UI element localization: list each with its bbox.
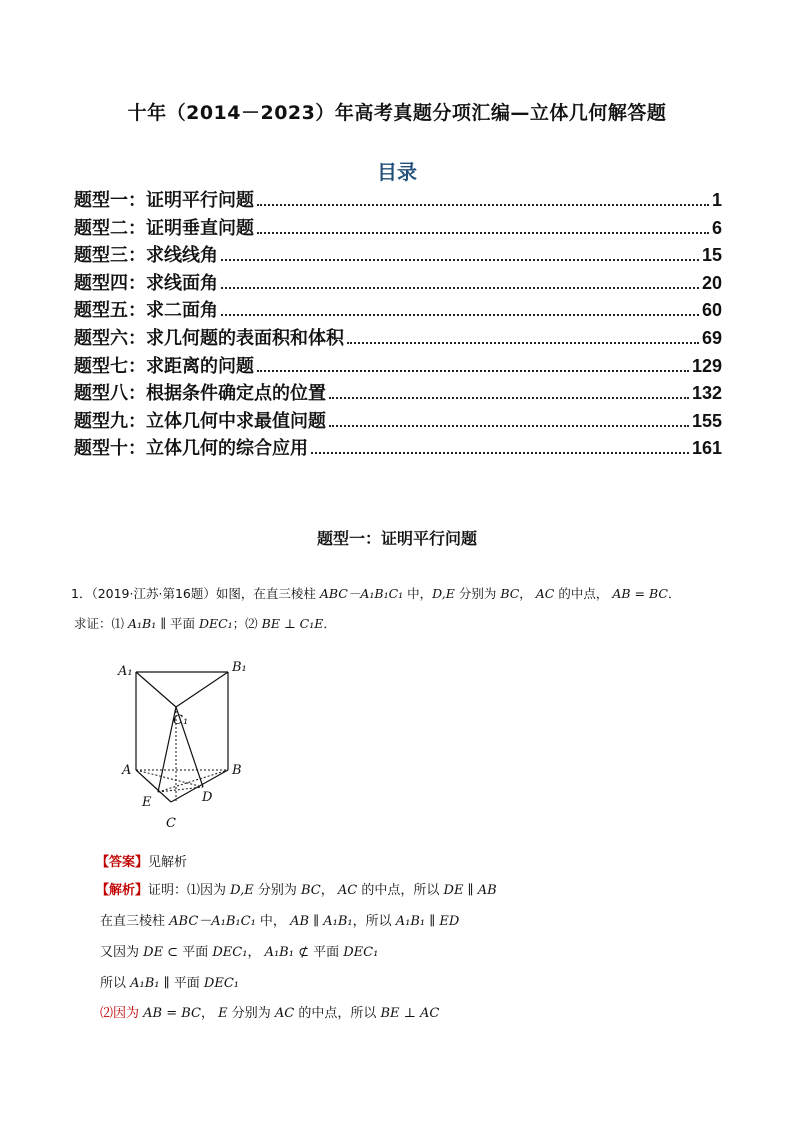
math: AB ∥ A₁B₁ [290, 914, 353, 929]
toc-entry-page: 132 [691, 383, 722, 404]
analysis-text: ， [320, 883, 338, 898]
toc-entry[interactable] [74, 269, 722, 297]
math: BE ⊥ AC [380, 1006, 440, 1021]
math: A₁B₁ ⊄ [264, 945, 314, 960]
analysis-text: 在直三棱柱 [100, 914, 170, 929]
math: DEC₁ [208, 945, 248, 960]
math-prove2: BE ⊥ C₁E [261, 616, 324, 631]
math: AC [337, 883, 358, 898]
math-ab-eq-bc: AB = BC [612, 586, 668, 601]
analysis-text: 证明：⑴因为 [148, 883, 231, 898]
toc-entry[interactable] [74, 352, 722, 380]
label-b: B [232, 763, 242, 778]
math: DE ⊂ [143, 945, 183, 960]
analysis-text: 又因为 [100, 945, 144, 960]
math: E [218, 1006, 228, 1021]
edge-b1c1 [176, 672, 228, 707]
table-of-contents [74, 186, 722, 462]
analysis-text: ， [247, 945, 265, 960]
label-a1: A₁ [118, 664, 133, 679]
toc-entry[interactable] [74, 324, 722, 352]
toc-dot-leader [311, 451, 689, 454]
math: AC [274, 1006, 295, 1021]
toc-dot-leader [257, 203, 709, 206]
toc-entry-page: 60 [701, 300, 722, 321]
toc-entry-page: 1 [711, 190, 722, 210]
analysis-line-5 [100, 1002, 439, 1021]
section-title: 题型一：证明平行问题 [316, 529, 477, 548]
math: BC [301, 883, 321, 898]
toc-entry[interactable] [74, 407, 722, 435]
analysis-line-2 [100, 910, 459, 929]
question-text: 如图，在直三棱柱 [215, 586, 320, 601]
plane-word: 平面 [169, 616, 195, 631]
toc-dot-leader [257, 369, 689, 372]
label-b1: B₁ [232, 660, 247, 675]
question-line-2 [74, 614, 336, 632]
toc-entry-page: 129 [691, 355, 722, 376]
analysis-text: ，所以 [352, 914, 396, 929]
toc-entry-label: 题型四：求线面角 [74, 272, 218, 294]
question-text: 的中点， [554, 586, 613, 601]
label-a: A [122, 763, 132, 778]
question-text: 分别为 [454, 586, 501, 601]
question-source: （2019·江苏·第16题） [91, 586, 216, 601]
question-number: 1． [71, 586, 92, 601]
toc-entry-label: 题型十：立体几何的综合应用 [74, 438, 308, 460]
question-text: 中， [403, 586, 433, 601]
math: A₁B₁ ∥ ED [395, 914, 460, 929]
analysis-text: 的中点，所以 [357, 883, 444, 898]
prism-diagram [110, 655, 260, 835]
analysis-line-4 [100, 972, 239, 991]
math: A₁B₁ ∥ [130, 976, 174, 991]
toc-dot-leader [329, 424, 689, 427]
prove-end: ． [323, 616, 336, 631]
toc-heading: 目录 [377, 160, 417, 184]
toc-dot-leader [347, 341, 699, 344]
analysis-text: 平面 [173, 976, 200, 991]
label-c1: C₁ [173, 713, 189, 728]
question-text: ， [519, 586, 536, 601]
toc-dot-leader [329, 396, 689, 399]
toc-entry-page: 155 [691, 410, 722, 431]
toc-dot-leader [221, 286, 699, 289]
toc-dot-leader [221, 313, 699, 316]
toc-entry-label: 题型九：立体几何中求最值问题 [74, 410, 326, 432]
analysis-text: 的中点，所以 [294, 1006, 381, 1021]
math: DE ∥ AB [443, 883, 497, 898]
analysis-text: ⑵因为 [100, 1006, 144, 1021]
prove-prefix: 求证：⑴ [74, 616, 128, 631]
analysis-text: ， [200, 1006, 219, 1021]
toc-entry-label: 题型七：求距离的问题 [74, 355, 254, 377]
math: AB = BC [143, 1006, 201, 1021]
toc-entry[interactable] [74, 434, 722, 462]
question-line-1 [71, 584, 680, 602]
document-title: 十年（2014－2023）年高考真题分项汇编—立体几何解答题 [127, 102, 667, 124]
toc-entry[interactable] [74, 186, 722, 214]
math-prism: ABC－A₁B₁C₁ [319, 586, 404, 601]
toc-dot-leader [257, 231, 709, 234]
toc-entry-page: 20 [701, 272, 722, 293]
toc-entry-page: 161 [691, 438, 722, 459]
edge-a1c1 [136, 672, 176, 707]
math-de: D,E [432, 586, 455, 601]
toc-entry-label: 题型二：证明垂直问题 [74, 217, 254, 239]
prove-mid: ；⑵ [232, 616, 262, 631]
analysis-tag: 【解析】 [96, 883, 149, 898]
math: DEC₁ [339, 945, 379, 960]
math-bc: BC [500, 586, 520, 601]
label-c: C [166, 816, 176, 831]
toc-entry-page: 69 [701, 327, 722, 348]
toc-entry-label: 题型五：求二面角 [74, 300, 218, 322]
toc-entry-label: 题型六：求几何题的表面积和体积 [74, 327, 344, 349]
analysis-line-1 [96, 879, 497, 898]
answer-tag: 【答案】 [96, 855, 149, 870]
analysis-text: 中， [255, 914, 291, 929]
label-d: D [202, 790, 213, 805]
toc-entry-label: 题型八：根据条件确定点的位置 [74, 383, 326, 405]
math-prove1-plane: DEC₁ [194, 616, 233, 631]
math: DEC₁ [199, 976, 239, 991]
toc-entry[interactable] [74, 214, 722, 242]
analysis-text: 所以 [100, 976, 131, 991]
toc-entry-label: 题型三：求线线角 [74, 245, 218, 267]
toc-entry-page: 6 [711, 217, 722, 238]
analysis-line-3 [100, 941, 378, 960]
toc-entry[interactable] [74, 241, 722, 269]
answer-text: 见解析 [148, 855, 188, 870]
math-prove1: A₁B₁ ∥ [127, 616, 170, 631]
question-text: ． [667, 586, 681, 601]
analysis-text: 分别为 [253, 883, 302, 898]
prism-figure [110, 655, 260, 835]
math: D,E [230, 883, 254, 898]
toc-dot-leader [221, 258, 699, 261]
analysis-text: 平面 [182, 945, 209, 960]
toc-entry-label: 题型一：证明平行问题 [74, 190, 254, 211]
hidden-edge-eb [158, 770, 228, 792]
math: ABC－A₁B₁C₁ [169, 914, 256, 929]
toc-entry[interactable] [74, 296, 722, 324]
math-ac: AC [535, 586, 555, 601]
toc-entry[interactable] [74, 379, 722, 407]
answer-line [96, 851, 187, 870]
analysis-text: 平面 [313, 945, 340, 960]
toc-entry-page: 15 [701, 245, 722, 266]
label-e: E [142, 795, 152, 810]
analysis-text: 分别为 [227, 1006, 275, 1021]
